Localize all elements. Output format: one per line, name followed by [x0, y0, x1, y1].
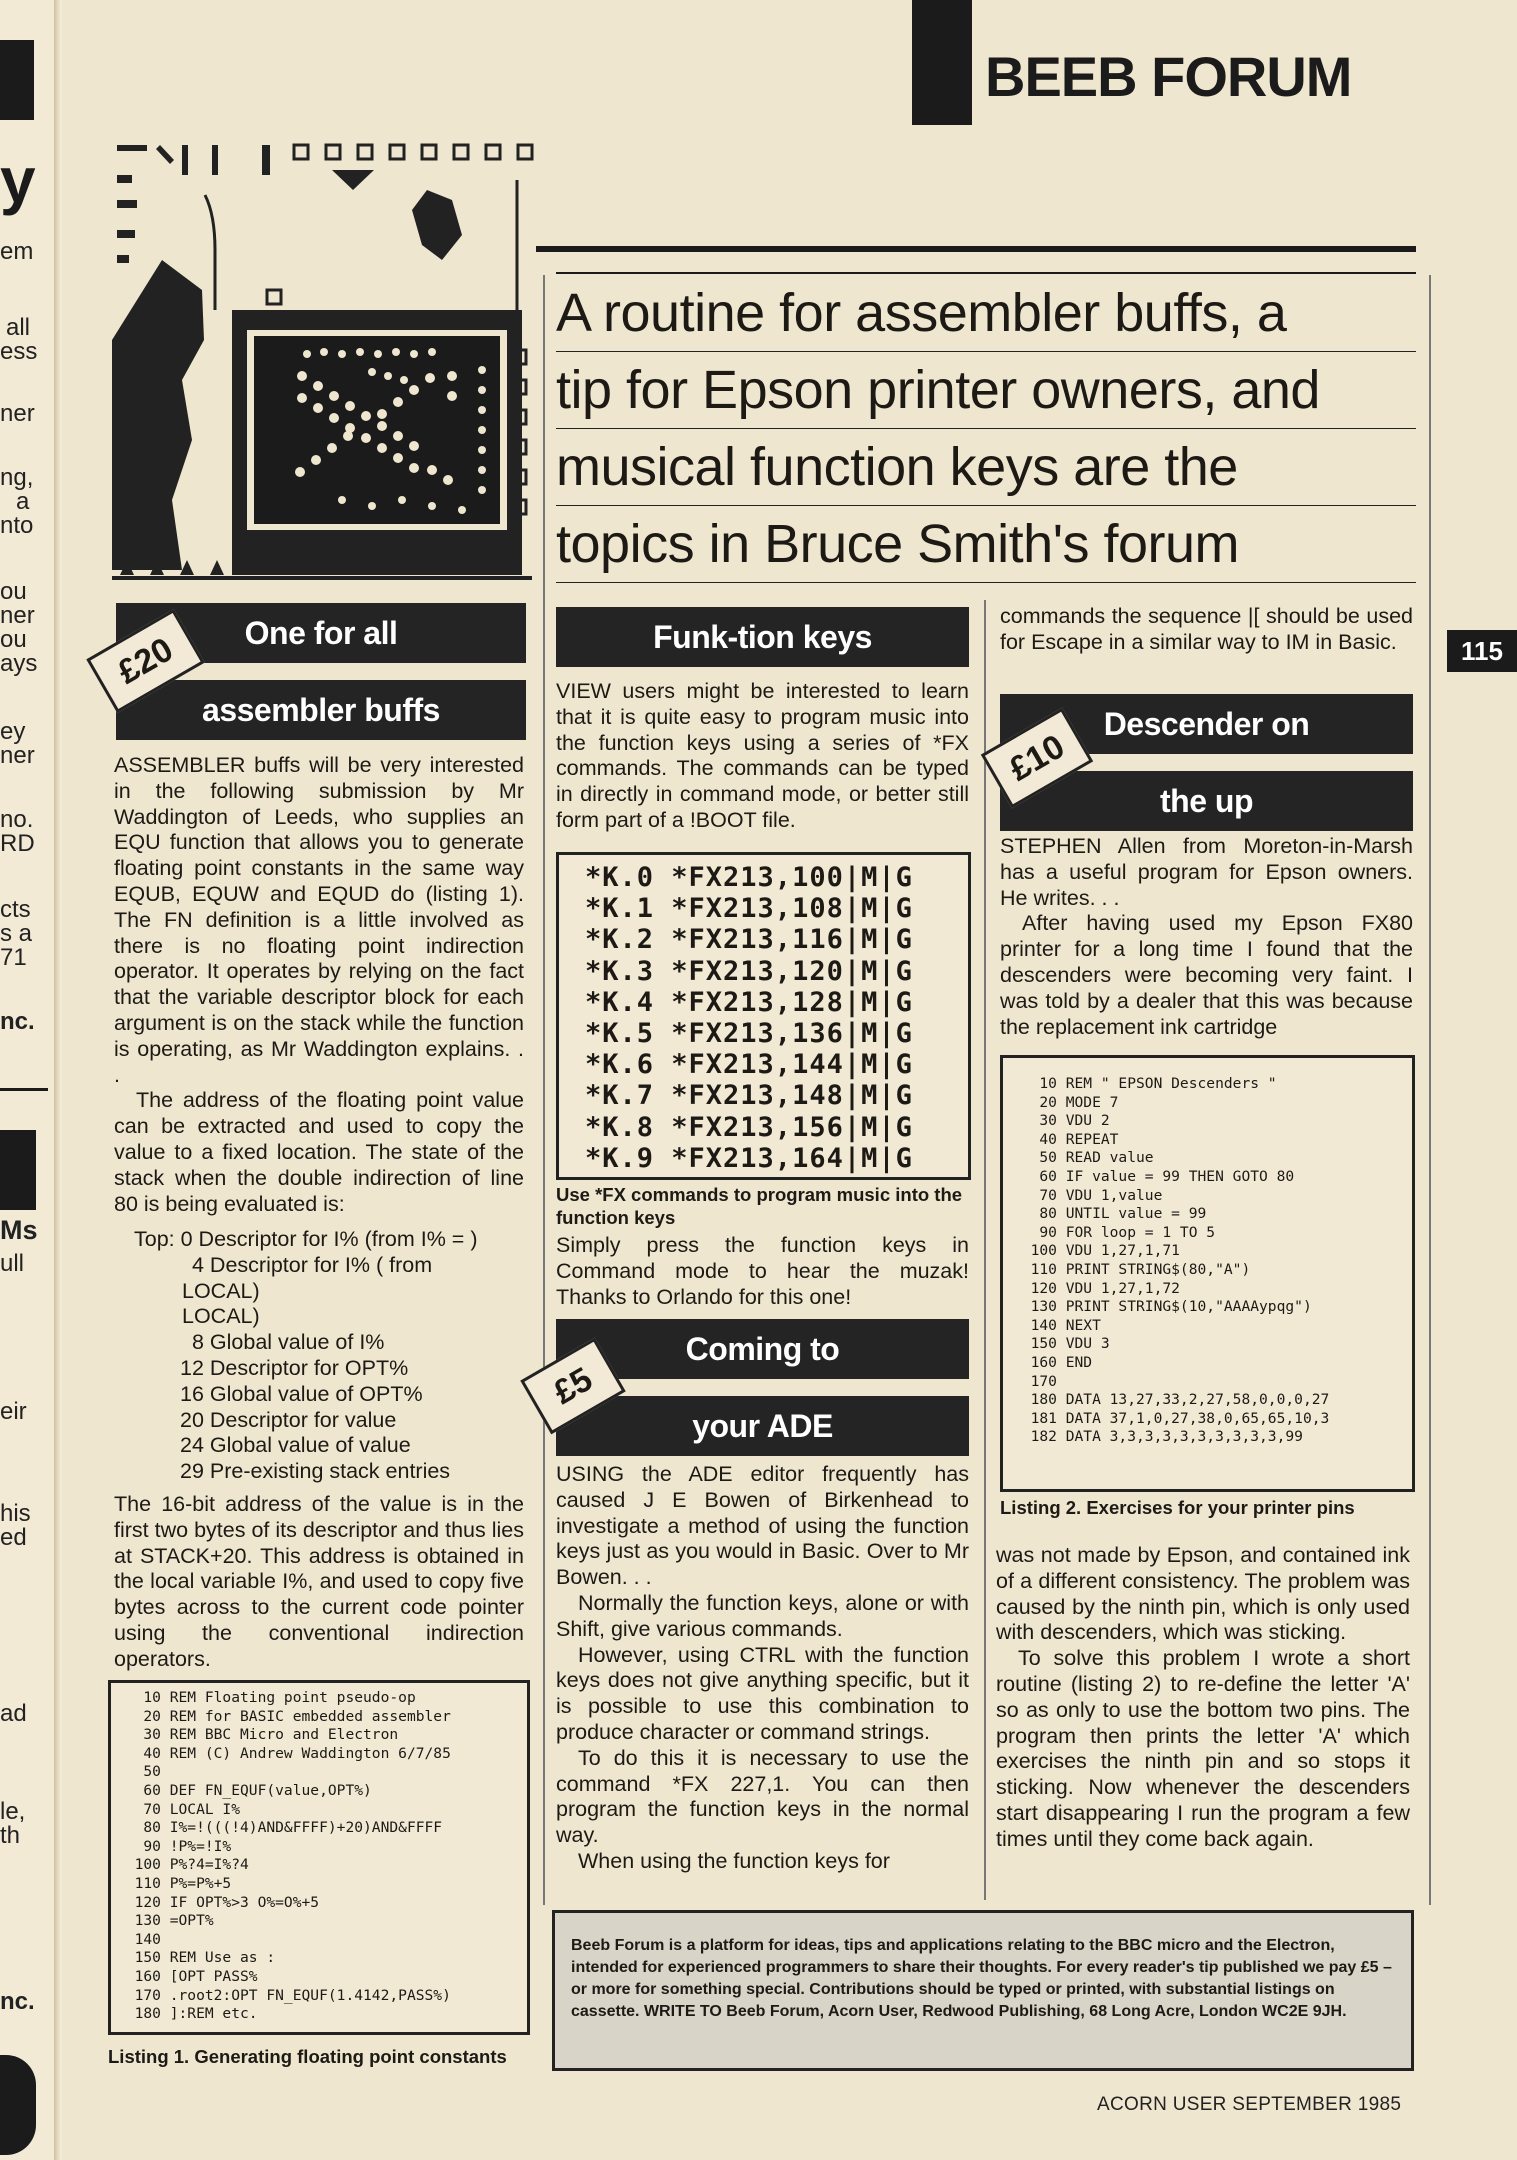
heading-line: One for all [244, 615, 398, 651]
paragraph: ASSEMBLER buffs will be very interested in the following submission by Mr Waddington of Leeds, who supplies an EQU function that allows you to generate floating point constants in the same way EQUB, EQUW and EQUD do (listing 1). The FN definition is a little involved as there is no floating point indirection operator. It operates by relying on the fact that the variable descriptor block for each argument is on the stack while the function is operating, as Mr Waddington explains. . . [114, 753, 524, 1087]
code-line: 110 PRINT STRING$(80,"A") [1013, 1260, 1251, 1278]
code-line: 10 REM Floating point pseudo-op [117, 1689, 416, 1706]
paragraph: To solve this problem I wrote a short routine (listing 2) to re-define the letter 'A' so as only to use the bottom two pins. The program then prints the letter 'A' which exercises the ninth pin and so stops it sticking. Now whenever the descenders start disappearing I run the program a few times until they come back again. [996, 1646, 1410, 1851]
paragraph: USING the ADE editor frequently has caused J E Bowen of Birkenhead to investigate a method of using the function keys just as you would in Basic. Over to Mr Bowen. . . [556, 1462, 969, 1590]
code-line: 120 VDU 1,27,1,72 [1013, 1279, 1180, 1297]
prev-fragment: ner [0, 602, 35, 629]
code-line: 20 MODE 7 [1013, 1093, 1119, 1111]
heading-line: assembler buffs [202, 692, 440, 728]
code-line: 180 DATA 13,27,33,2,27,58,0,0,0,27 [1013, 1391, 1330, 1409]
headline-line: musical function keys are the [556, 429, 1416, 506]
paragraph: After having used my Epson FX80 printer for a long time I found that the descenders were becoming very faint. I was told by a dealer that this was because the replacement ink cartridge [1000, 911, 1413, 1039]
code-line: 160 END [1013, 1353, 1093, 1371]
page-number: 115 [1447, 630, 1517, 672]
fx-listing [556, 852, 971, 1180]
code-line: 60 IF value = 99 THEN GOTO 80 [1013, 1167, 1295, 1185]
code-line: 70 VDU 1,value [1013, 1186, 1163, 1204]
fx-line: *K.0 *FX213,100|M|G [585, 862, 913, 893]
prev-fragment: all [6, 314, 31, 341]
heading-line: the up [1160, 783, 1253, 819]
code-line: 60 DEF FN_EQUF(value,OPT%) [117, 1781, 372, 1799]
fx-line: *K.4 *FX213,128|M|G [585, 986, 913, 1018]
prev-fragment: eir [0, 1398, 27, 1425]
heading-line: Coming to [685, 1331, 840, 1367]
code-line: 100 VDU 1,27,1,71 [1013, 1242, 1180, 1260]
paragraph: commands the sequence |[ should be used for Escape in a similar way to IM in Basic. [1000, 604, 1413, 654]
stack-entry: 20 Descriptor for value [180, 1407, 397, 1432]
article1-body-cont [114, 1492, 524, 1673]
article2-heading [556, 607, 969, 667]
article4-body [1000, 834, 1413, 1040]
prev-fragment: ays [0, 650, 38, 677]
headline-line: topics in Bruce Smith's forum [556, 506, 1416, 583]
headline-rule [556, 272, 1416, 274]
column-rule [543, 275, 545, 1905]
prev-fragment: em [0, 238, 34, 265]
listing-2-caption: Listing 2. Exercises for your printer pins [1000, 1497, 1355, 1518]
prev-fragment: le, [0, 1798, 26, 1825]
code-line: 140 [117, 1930, 161, 1948]
prize-tag: £10 [981, 708, 1093, 809]
article1-body [114, 753, 524, 1217]
code-line: 30 VDU 2 [1013, 1112, 1110, 1130]
stack-entry: Top: 0 Descriptor for I% (from I% = ) [134, 1227, 478, 1251]
heading-line: Descender on [1103, 706, 1310, 742]
prev-fragment: ner [0, 742, 35, 769]
info-text: Beeb Forum is a platform for ideas, tips and applications relating to the BBC micro and the Electron, intended for experienced programmers to share their thoughts. For every reader's tip published we pay £5 – or more for something special. Contributions should be typed or printed, with substantial listings on cassette. WRITE TO Beeb Forum, Acorn User, Redwood Publishing, 68 Long Acre, London WC2E 9JH. [571, 1937, 1392, 2020]
prev-fragment: ess [0, 338, 38, 365]
code-line: 110 P%=P%+5 [117, 1874, 232, 1892]
paragraph: The address of the floating point value can be extracted and used to copy the value to a fixed location. The state of the stack when the double indirection of line 80 is being evaluated is: [114, 1088, 524, 1216]
computer-illustration [112, 140, 537, 580]
prev-fragment: ull [0, 1250, 25, 1277]
article2-body [556, 679, 969, 834]
code-line: 40 REPEAT [1013, 1130, 1119, 1148]
paragraph: STEPHEN Allen from Moreton-in-Marsh has a useful program for Epson owners. He writes. . . [1000, 834, 1413, 910]
prev-page-glyph: y [0, 144, 36, 216]
heading-line: Funk-tion keys [653, 619, 872, 655]
stack-entry: LOCAL) [182, 1304, 260, 1329]
headline [556, 275, 1416, 583]
column-rule [1429, 275, 1431, 1905]
prev-fragment: ad [0, 1700, 27, 1727]
prize-tag: £5 [520, 1338, 625, 1435]
article3-body [556, 1462, 969, 1875]
stack-entry: 29 Pre-existing stack entries [180, 1459, 451, 1484]
paragraph: When using the function keys for [578, 1848, 890, 1873]
prev-fragment: ey [0, 718, 26, 745]
code-line: 170 .root2:OPT FN_EQUF(1.4142,PASS%) [117, 1986, 451, 2004]
paragraph: Normally the function keys, alone or with Shift, give various commands. [556, 1590, 969, 1641]
paragraph: VIEW users might be interested to learn that it is quite easy to program music into the function keys using a series of *FX commands. The commands can be typed in directly in command mode, or better still form part of a !BOOT file. [556, 679, 969, 832]
previous-page-strip [0, 0, 62, 2160]
column-rule [984, 600, 986, 1900]
code-line: 100 P%?4=I%?4 [117, 1856, 249, 1874]
stack-listing [134, 1227, 526, 1485]
stack-entry: LOCAL) [182, 1278, 260, 1303]
code-line: 10 REM " EPSON Descenders " [1013, 1075, 1277, 1092]
header-bar [912, 0, 972, 125]
code-line: 30 REM BBC Micro and Electron [117, 1726, 399, 1744]
code-line: 90 FOR loop = 1 TO 5 [1013, 1223, 1216, 1241]
paragraph: To do this it is necessary to use the command *FX 227,1. You can then program the function keys in the normal way. [556, 1745, 969, 1848]
prev-fragment: s a [0, 920, 33, 947]
prev-fragment: ed [0, 1524, 27, 1551]
code-line: 140 NEXT [1013, 1316, 1101, 1334]
code-line: 180 ]:REM etc. [117, 2005, 258, 2023]
prev-fragment: Ms [0, 1215, 38, 1245]
prev-fragment: ng, [0, 464, 34, 491]
article3-body-cont [1000, 604, 1413, 656]
stack-entry: 4 Descriptor for I% ( from [192, 1252, 433, 1277]
prev-page-block [0, 1130, 36, 1210]
fx-line: *K.7 *FX213,148|M|G [585, 1080, 913, 1112]
fx-line: *K.2 *FX213,116|M|G [585, 924, 913, 956]
headline-line: tip for Epson printer owners, and [556, 352, 1416, 429]
code-line: 80 UNTIL value = 99 [1013, 1205, 1207, 1223]
heading-line: your ADE [692, 1408, 833, 1444]
section-title: BEEB FORUM [985, 45, 1352, 108]
code-line: 80 I%=!(((!4)AND&FFFF)+20)AND&FFFF [117, 1819, 443, 1837]
paragraph: Simply press the function keys in Command mode to hear the muzak! Thanks to Orlando for this one! [556, 1233, 969, 1309]
fx-line: *K.3 *FX213,120|M|G [585, 955, 913, 987]
code-line: 50 READ value [1013, 1149, 1154, 1167]
prev-fragment: nto [0, 512, 34, 539]
info-box [552, 1910, 1414, 2071]
code-line: 130 PRINT STRING$(10,"AAAAypqg") [1013, 1298, 1312, 1316]
listing-1 [108, 1680, 530, 2035]
code-line: 150 VDU 3 [1013, 1335, 1110, 1353]
prev-fragment: no. [0, 806, 34, 833]
fx-line: *K.1 *FX213,108|M|G [585, 893, 913, 925]
prev-page-block [0, 2055, 36, 2155]
prev-page-rule [0, 1088, 48, 1091]
listing-2 [1000, 1055, 1415, 1492]
paragraph: was not made by Epson, and contained ink of a different consistency. The problem was caused by the ninth pin, which is only used with descenders, which was sticking. [996, 1543, 1410, 1645]
footer: ACORN USER SEPTEMBER 1985 [1097, 2094, 1402, 2115]
fx-code [559, 855, 968, 1174]
prev-fragment: a [16, 488, 30, 515]
code-line: 170 [1013, 1372, 1057, 1390]
prev-fragment: th [0, 1822, 21, 1849]
prev-fragment: 71 [0, 944, 27, 971]
code-line: 150 REM Use as : [117, 1949, 276, 1967]
paragraph: However, using CTRL with the function keys does not give anything specific, but it is possible to use this combination to produce character or command strings. [556, 1642, 969, 1744]
fx-line: *K.8 *FX213,156|M|G [585, 1111, 913, 1143]
code-line: 181 DATA 37,1,0,27,38,0,65,65,10,3 [1013, 1409, 1330, 1427]
code-line: 182 DATA 3,3,3,3,3,3,3,3,3,3,99 [1013, 1428, 1303, 1446]
code-line: 130 =OPT% [117, 1912, 214, 1930]
code-line: 160 [OPT PASS% [117, 1967, 258, 1985]
prev-fragment: nc. [0, 1008, 35, 1035]
fx-line: *K.6 *FX213,144|M|G [585, 1049, 913, 1081]
article2-body-cont [556, 1233, 969, 1310]
code-line: 70 LOCAL I% [117, 1800, 241, 1818]
prev-fragment: cts [0, 896, 31, 923]
fx-caption: Use *FX commands to program music into the function keys [556, 1184, 963, 1228]
prev-fragment: RD [0, 830, 35, 857]
stack-entry: 12 Descriptor for OPT% [180, 1355, 409, 1380]
code-line: 120 IF OPT%>3 O%=O%+5 [117, 1893, 320, 1911]
code-line: 20 REM for BASIC embedded assembler [117, 1707, 451, 1725]
prev-fragment: ner [0, 400, 35, 427]
code-line: 90 !P%=!I% [117, 1837, 232, 1855]
listing-code [111, 1683, 527, 2024]
prev-fragment: ou [0, 626, 27, 653]
prize-tag: £20 [86, 609, 204, 713]
fx-line: *K.5 *FX213,136|M|G [585, 1018, 913, 1050]
prev-fragment: ou [0, 578, 27, 605]
paragraph: The 16-bit address of the value is in the first two bytes of its descriptor and thus lies at STACK+20. This address is obtained in the local variable I%, and used to copy five bytes across to the current code pointer using the conventional indirection operators. [114, 1492, 524, 1671]
prev-fragment: nc. [0, 1988, 35, 2015]
stack-entry: 24 Global value of value [180, 1433, 411, 1458]
headline-line: A routine for assembler buffs, a [556, 275, 1416, 352]
prev-fragment: his [0, 1500, 31, 1527]
article4-body-cont [996, 1543, 1410, 1853]
stack-entry: 8 Global value of I% [192, 1330, 385, 1355]
fx-line: *K.9 *FX213,164|M|G [585, 1142, 913, 1174]
code-line: 50 [117, 1763, 161, 1781]
code-line: 40 REM (C) Andrew Waddington 6/7/85 [117, 1744, 451, 1762]
stack-entry: 16 Global value of OPT% [180, 1381, 423, 1406]
listing-1-caption: Listing 1. Generating floating point constants [108, 2046, 507, 2067]
headline-top-rule [536, 246, 1416, 252]
prev-page-block [0, 40, 34, 120]
listing-code [1003, 1058, 1412, 1447]
page-gutter [54, 0, 60, 2160]
